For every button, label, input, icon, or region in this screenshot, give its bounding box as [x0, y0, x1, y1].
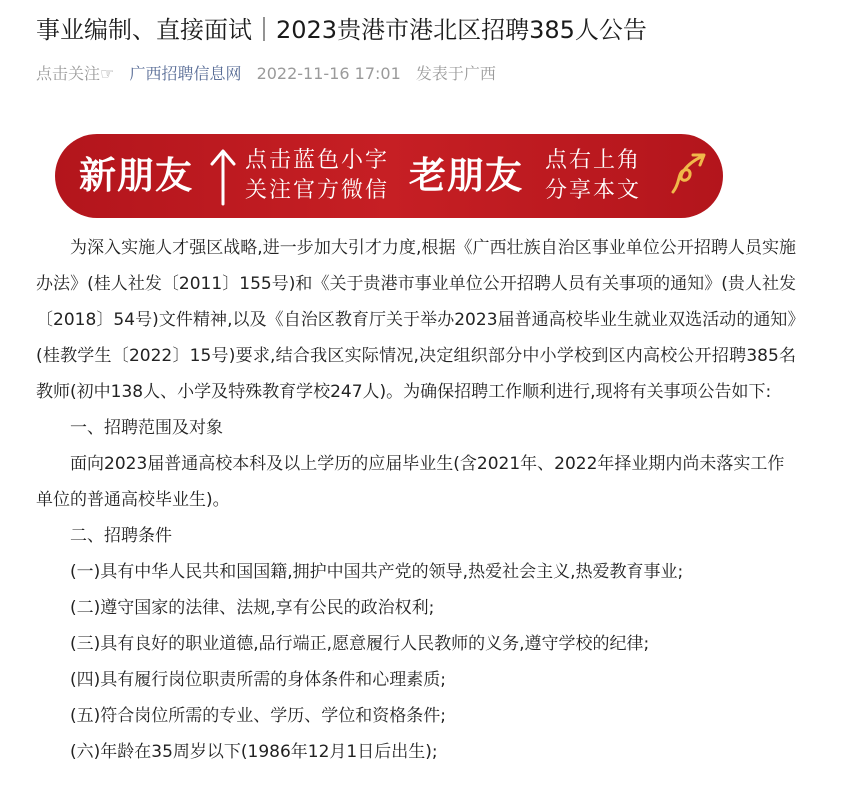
intro-paragraph: 为深入实施人才强区战略,进一步加大引才力度,根据《广西壮族自治区事业单位公开招聘人员实施办法》(桂人社发〔2011〕155号)和《关于贵港市事业单位公开招聘人员有关事项的通知》(贵人社发〔2018〕54号)文件精神,以及《自治区教育厅关于举办2023届普通高校毕业生就业双选活动的通知》(桂教学生〔2022〕15号)要求,结合我区实际情况,决定组织部分中小学校到区内高校公开招聘385名教师(初中138人、小学及特殊教育学校247人)。为确保招聘工作顺利进行,现将有关事项公告如下: [36, 238, 796, 402]
publish-location: 发表于广西 [415, 64, 496, 83]
condition-item: (四)具有履行岗位职责所需的身体条件和心理素质; [70, 670, 446, 690]
section-heading-scope: 一、招聘范围及对象 [70, 418, 223, 438]
article-title: 事业编制、直接面试｜2023贵港市港北区招聘385人公告 [36, 16, 647, 44]
old-friend-line1: 点右上角 [545, 148, 642, 173]
old-friend-line2: 分享本文 [545, 178, 642, 203]
arrow-up-icon [208, 146, 238, 206]
condition-item: (五)符合岗位所需的专业、学历、学位和资格条件; [70, 706, 446, 726]
new-friend-line2: 关注官方微信 [245, 178, 390, 203]
condition-item: (三)具有良好的职业道德,品行端正,愿意履行人民教师的义务,遵守学校的纪律; [70, 634, 650, 654]
old-friend-label: 老朋友 [409, 154, 523, 197]
scope-paragraph: 面向2023届普通高校本科及以上学历的应届毕业生(含2021年、2022年择业期内尚未落实工作单位的普通高校毕业生)。 [36, 454, 785, 510]
condition-item: (六)年龄在35周岁以下(1986年12月1日后出生); [70, 742, 438, 762]
share-swirl-arrow-icon [667, 148, 713, 198]
follow-link[interactable]: 点击关注☞ [36, 64, 115, 83]
article-meta [36, 62, 506, 86]
account-name-link[interactable]: 广西招聘信息网 [129, 64, 242, 83]
follow-share-banner[interactable] [55, 134, 723, 218]
new-friend-line1: 点击蓝色小字 [245, 148, 390, 173]
condition-item: (一)具有中华人民共和国国籍,拥护中国共产党的领导,热爱社会主义,热爱教育事业; [70, 562, 684, 582]
publish-datetime: 2022-11-16 17:01 [256, 64, 401, 83]
new-friend-label: 新朋友 [79, 154, 193, 197]
section-heading-conditions: 二、招聘条件 [70, 526, 172, 546]
article-body [36, 230, 796, 770]
condition-item: (二)遵守国家的法律、法规,享有公民的政治权利; [70, 598, 435, 618]
